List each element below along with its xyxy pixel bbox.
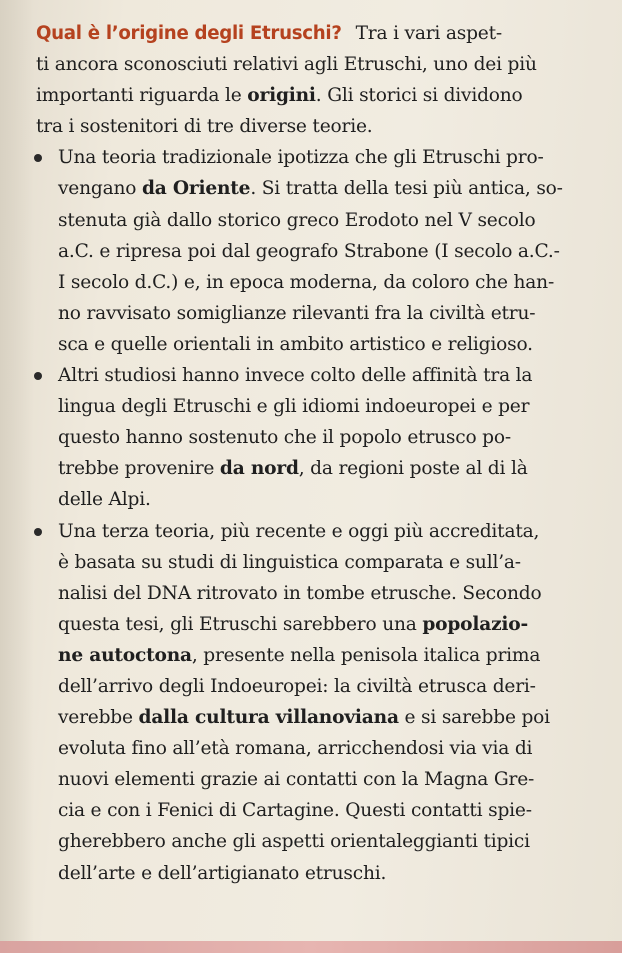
intro-line-1: Qual è l’origine degli Etruschi? Tra i vari aspet- xyxy=(36,23,502,44)
bullet-dot-icon xyxy=(34,372,42,380)
bullet-item-nord: Altri studiosi hanno invece colto delle affinità tra la lingua degli Etruschi e gli idiomi indoeuropei e per questo hanno sostenuto che il popolo etrusco po- trebbe provenire da nord, da regioni poste al di là delle Alpi. xyxy=(36,360,604,515)
bullet-item-autoctona: Una terza teoria, più recente e oggi più accreditata, è basata su studi di linguistica comparata e sull’a- nalisi del DNA ritrovato in tombe etrusche. Secondo questa tesi, gli Etruschi sarebbero una popolazio- ne autoctona, presente nella penisola italica prima dell’arrivo degli Indoeuropei: la civiltà etrusca deri- verebbe dalla cultura villanoviana e si sarebbe poi evoluta fino all’età romana, arricchendosi via via di nuovi elementi grazie ai contatti con la Magna Gre- cia e con i Fenici di Cartagine. Questi contatti spie- gherebbero anche gli aspetti orientaleggianti tipici dell’arte e dell’artigianato etruschi. xyxy=(36,516,604,889)
keyword-da-oriente: da Oriente xyxy=(141,178,251,200)
intro-line-3: importanti riguarda le origini. Gli storici si dividono xyxy=(36,85,523,107)
keyword-villanoviana: dalla cultura villanoviana xyxy=(138,707,399,729)
text-block xyxy=(36,18,604,889)
keyword-da-nord: da nord xyxy=(219,458,299,480)
section-heading: Qual è l’origine degli Etruschi? xyxy=(36,23,342,44)
bullet-dot-icon xyxy=(34,528,42,536)
page-bottom-band xyxy=(0,941,622,953)
intro-line-4: tra i sostenitori di tre diverse teorie. xyxy=(36,116,373,138)
bullet-item-oriente: Una teoria tradizionale ipotizza che gli Etruschi pro- vengano da Oriente. Si tratta della tesi più antica, so- stenuta già dallo storico greco Erodoto nel V secolo a.C. e ripresa poi dal geografo Strabone (I secolo a.C.- I secolo d.C.) e, in epoca moderna, da coloro che han- no ravvisato somiglianze rilevanti fra la civiltà etru- sca e quelle orientali in ambito artistico e religioso. xyxy=(36,142,604,360)
page-gutter-shadow xyxy=(0,0,34,953)
intro-line-2: ti ancora sconosciuti relativi agli Etruschi, uno dei più xyxy=(36,54,537,76)
keyword-autoctona: ne autoctona xyxy=(58,644,192,666)
keyword-origini: origini xyxy=(247,85,316,107)
keyword-popolazione: popolazio- xyxy=(422,613,529,635)
